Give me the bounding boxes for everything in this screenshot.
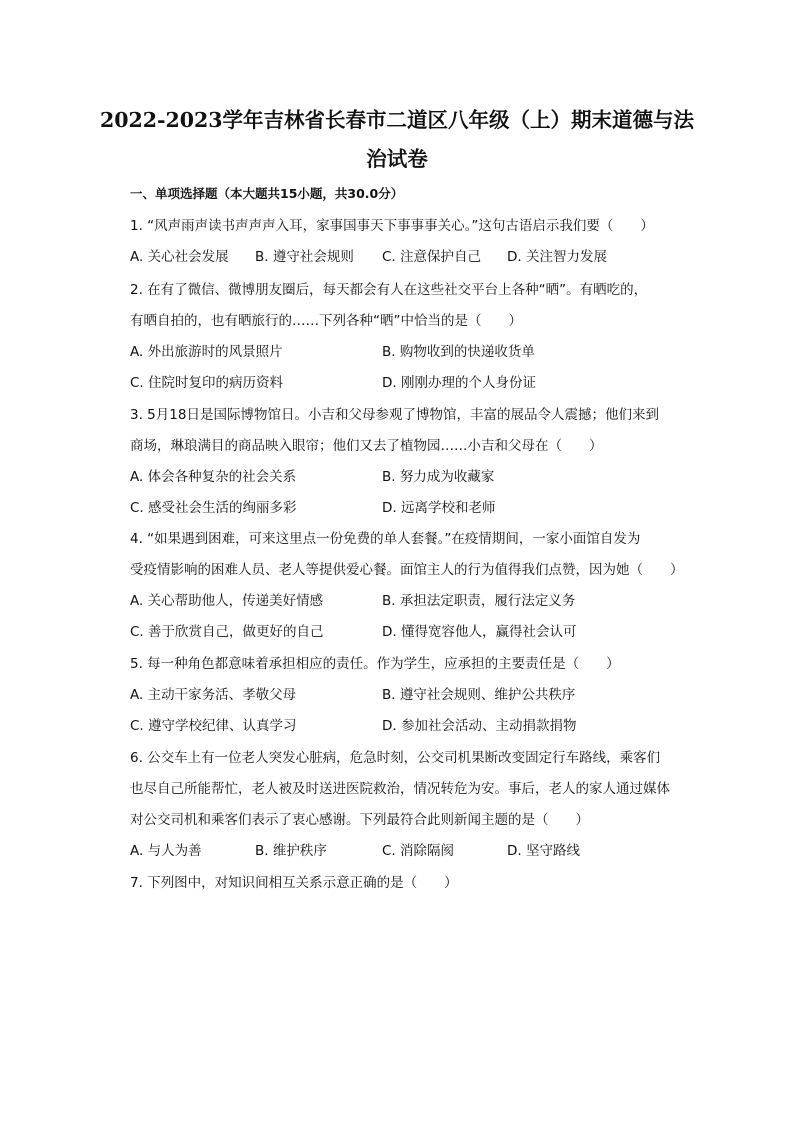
question-2-option-a[interactable]: A. 外出旅游时的风景照片 — [130, 344, 283, 360]
question-5-line-1: 5. 每一种角色都意味着承担相应的责任。作为学生，应承担的主要责任是（ ） — [130, 656, 620, 672]
question-4-option-b[interactable]: B. 承担法定职责，履行法定义务 — [382, 593, 576, 609]
question-1-option-a[interactable]: A. 关心社会发展 — [130, 249, 229, 265]
question-3-line-2: 商场，琳琅满目的商品映入眼帘；他们又去了植物园……小吉和父母在（ ） — [130, 438, 603, 454]
question-1-option-c[interactable]: C. 注意保护自己 — [382, 249, 482, 265]
question-2-line-2: 有晒自拍的，也有晒旅行的……下列各种“晒”中恰当的是（ ） — [130, 313, 522, 329]
question-5-option-b[interactable]: B. 遵守社会规则、维护公共秩序 — [382, 687, 576, 703]
section-heading: 一、单项选择题（本大题共15小题，共30.0分） — [130, 186, 404, 201]
question-3-option-c[interactable]: C. 感受社会生活的绚丽多彩 — [130, 500, 297, 516]
question-2-line-1: 2. 在有了微信、微博朋友圈后，每天都会有人在这些社交平台上各种“晒”。有晒吃的， — [130, 282, 648, 298]
question-4-option-d[interactable]: D. 懂得宽容他人，赢得社会认可 — [382, 624, 577, 640]
question-3-option-d[interactable]: D. 远离学校和老师 — [382, 500, 496, 516]
question-4-option-c[interactable]: C. 善于欣赏自己，做更好的自己 — [130, 624, 324, 640]
question-3-option-b[interactable]: B. 努力成为收藏家 — [382, 469, 495, 485]
question-1-option-d[interactable]: D. 关注智力发展 — [507, 249, 607, 265]
question-2-option-d[interactable]: D. 刚刚办理的个人身份证 — [382, 375, 536, 391]
question-4-line-1: 4. “如果遇到困难，可来这里点一份免费的单人套餐。”在疫情期间，一家小面馆自发为 — [130, 531, 641, 547]
question-1-line-1: 1. “风声雨声读书声声声入耳，家事国事天下事事事关心。”这句古语启示我们要（ ） — [130, 218, 654, 234]
question-3-line-1: 3. 5月18日是国际博物馆日。小吉和父母参观了博物馆，丰富的展品令人震撼；他们来到 — [130, 407, 659, 423]
question-6-line-2: 也尽自己所能帮忙，老人被及时送进医院救治，情况转危为安。事后，老人的家人通过媒体 — [130, 781, 670, 797]
question-6-option-a[interactable]: A. 与人为善 — [130, 843, 202, 859]
question-6-line-1: 6. 公交车上有一位老人突发心脏病，危急时刻，公交司机果断改变固定行车路线，乘客们 — [130, 750, 661, 766]
question-6-option-b[interactable]: B. 维护秩序 — [255, 843, 327, 859]
question-6-option-d[interactable]: D. 坚守路线 — [507, 843, 580, 859]
question-2-option-b[interactable]: B. 购物收到的快递收货单 — [382, 344, 535, 360]
question-4-option-a[interactable]: A. 关心帮助他人，传递美好情感 — [130, 593, 324, 609]
question-5-option-d[interactable]: D. 参加社会活动、主动捐款捐物 — [382, 718, 577, 734]
question-6-line-3: 对公交司机和乘客们表示了衷心感谢。下列最符合此则新闻主题的是（ ） — [130, 812, 589, 828]
question-6-option-c[interactable]: C. 消除隔阂 — [382, 843, 455, 859]
question-5-option-a[interactable]: A. 主动干家务活、孝敬父母 — [130, 687, 297, 703]
question-7-line-1: 7. 下列图中，对知识间相互关系示意正确的是（ ） — [130, 875, 458, 891]
page-title-line2: 治试卷 — [366, 147, 428, 171]
question-4-line-2: 受疫情影响的困难人员、老人等提供爱心餐。面馆主人的行为值得我们点赞，因为她（ ） — [130, 562, 684, 578]
question-5-option-c[interactable]: C. 遵守学校纪律、认真学习 — [130, 718, 297, 734]
question-1-option-b[interactable]: B. 遵守社会规则 — [255, 249, 354, 265]
question-3-option-a[interactable]: A. 体会各种复杂的社会关系 — [130, 469, 297, 485]
page-title-line1: 2022-2023学年吉林省长春市二道区八年级（上）期末道德与法 — [99, 108, 695, 132]
question-2-option-c[interactable]: C. 住院时复印的病历资料 — [130, 375, 284, 391]
